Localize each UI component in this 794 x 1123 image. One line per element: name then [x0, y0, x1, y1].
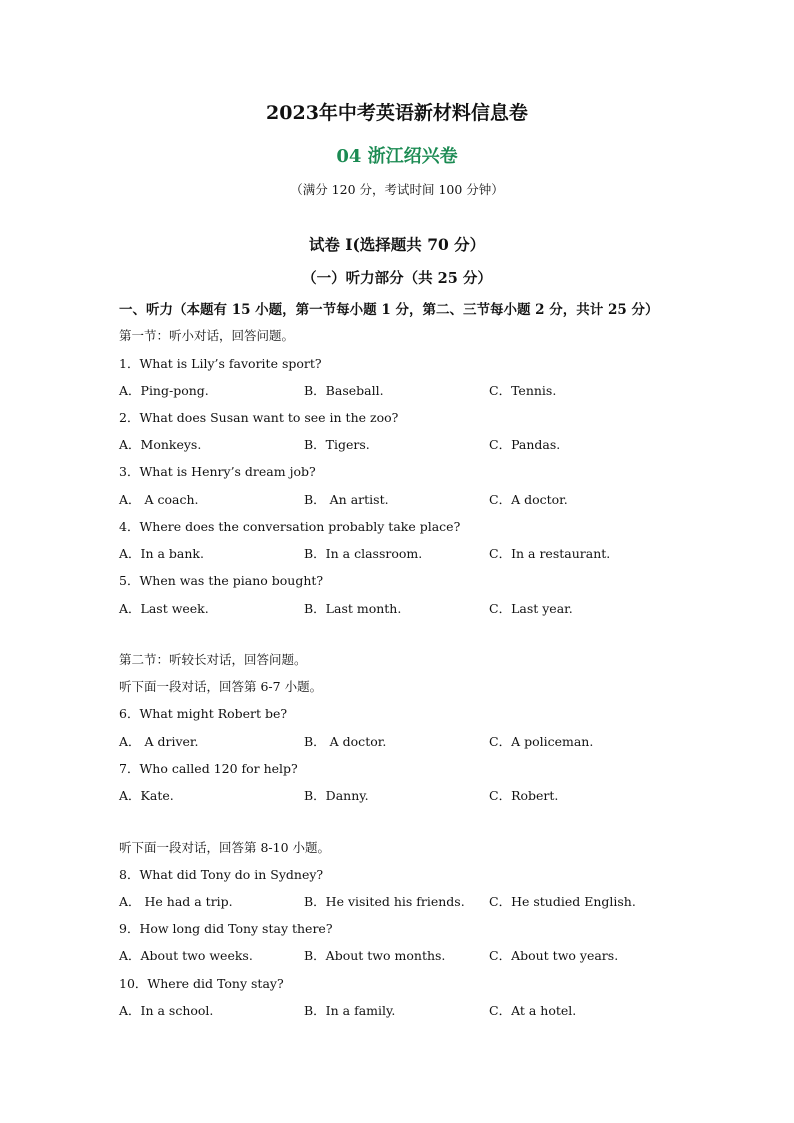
q1-option-a: A．Ping-pong.	[119, 383, 209, 398]
score-note: （满分 120 分，考试时间 100 分钟）	[290, 182, 504, 197]
q9-option-c: C．About two years.	[489, 948, 619, 963]
q9-option-a: A．About two weeks.	[119, 948, 253, 963]
question-1: 1．What is Lily’s favorite sport?	[119, 356, 322, 371]
question-8: 8．What did Tony do in Sydney?	[119, 867, 324, 882]
q7-option-b: B．Danny.	[304, 788, 369, 803]
page-title: 2023年中考英语新材料信息卷	[266, 102, 528, 124]
q1-option-b: B．Baseball.	[304, 383, 384, 398]
listening-heading: 一、听力（本题有 15 小题，第一节每小题 1 分，第二、三节每小题 2 分，共计 25 分）	[119, 302, 659, 318]
group1-intro: 听下面一段对话，回答第 6-7 小题。	[119, 679, 323, 694]
q3-option-a: A． A coach.	[119, 492, 199, 507]
q2-option-b: B．Tigers.	[304, 437, 370, 452]
q5-option-a: A．Last week.	[119, 601, 209, 616]
q10-option-c: C．At a hotel.	[489, 1003, 577, 1018]
q4-option-b: B．In a classroom.	[304, 546, 423, 561]
section1-intro: 第一节：听小对话，回答问题。	[119, 328, 295, 343]
q3-option-c: C．A doctor.	[489, 492, 568, 507]
group2-intro: 听下面一段对话，回答第 8-10 小题。	[119, 840, 331, 855]
page-subtitle: 04 浙江绍兴卷	[336, 146, 458, 167]
q4-option-c: C．In a restaurant.	[489, 546, 611, 561]
q6-option-b: B． A doctor.	[304, 734, 387, 749]
question-6: 6．What might Robert be?	[119, 706, 288, 721]
q6-option-a: A． A driver.	[119, 734, 199, 749]
section2-intro: 第二节：听较长对话，回答问题。	[119, 652, 307, 667]
q9-option-b: B．About two months.	[304, 948, 446, 963]
q4-option-a: A．In a bank.	[119, 546, 204, 561]
q5-option-b: B．Last month.	[304, 601, 402, 616]
question-7: 7．Who called 120 for help?	[119, 761, 298, 776]
q5-option-c: C．Last year.	[489, 601, 573, 616]
q10-option-a: A．In a school.	[119, 1003, 214, 1018]
q8-option-c: C．He studied English.	[489, 894, 636, 909]
q2-option-c: C．Pandas.	[489, 437, 561, 452]
q3-option-b: B． An artist.	[304, 492, 389, 507]
q7-option-a: A．Kate.	[119, 788, 174, 803]
question-4: 4．Where does the conversation probably take place?	[119, 519, 461, 534]
question-9: 9．How long did Tony stay there?	[119, 921, 333, 936]
q7-option-c: C．Robert.	[489, 788, 559, 803]
question-5: 5．When was the piano bought?	[119, 573, 324, 588]
part-title: 试卷 I(选择题共 70 分）	[308, 235, 486, 254]
q2-option-a: A．Monkeys.	[119, 437, 202, 452]
q10-option-b: B．In a family.	[304, 1003, 396, 1018]
q6-option-c: C．A policeman.	[489, 734, 594, 749]
question-10: 10．Where did Tony stay?	[119, 976, 284, 991]
question-2: 2．What does Susan want to see in the zoo?	[119, 410, 399, 425]
q8-option-a: A． He had a trip.	[119, 894, 233, 909]
question-3: 3．What is Henry’s dream job?	[119, 464, 316, 479]
q8-option-b: B．He visited his friends.	[304, 894, 465, 909]
q1-option-c: C．Tennis.	[489, 383, 557, 398]
section-title: （一）听力部分（共 25 分）	[302, 270, 492, 287]
